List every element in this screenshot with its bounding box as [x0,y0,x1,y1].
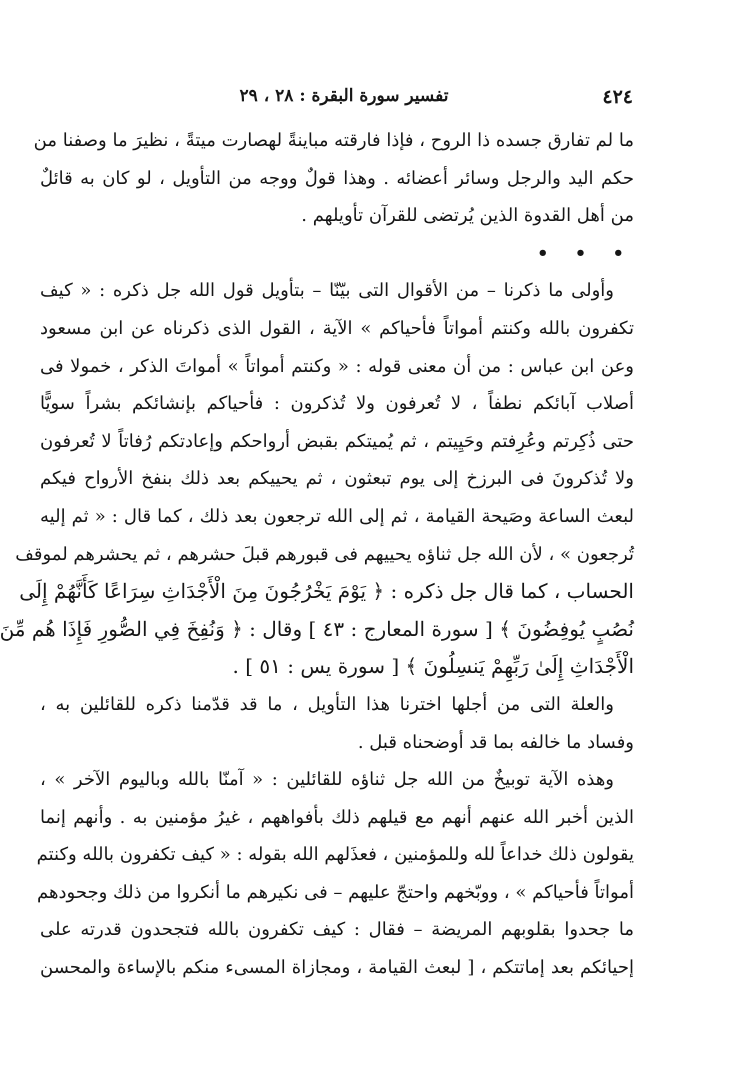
running-head: تفسير سورة البقرة : ٢٨ ، ٢٩ [239,86,449,106]
quran-verse-line: الْأَجْدَاثِ إِلَىٰ رَبِّهِمْ يَنسِلُونَ ﴾ [ سورة يس : ٥١ ] . [232,654,634,679]
text-line: أصلاب آبائكم نطفاً ، لا تُعرفون ولا تُذكرون : فأحياكم بإنشائكم بشراً سويًّا [40,393,634,415]
quran-verse-line: نُصُبٍ يُوفِضُونَ ﴾ [ سورة المعارج : ٤٣ ] وقال : ﴿ وَنُفِخَ فِي الصُّورِ فَإِذَا هُم مِّنَ [0,616,634,641]
page-number: ٤٢٤ [602,86,633,108]
text-line: الذين أخبر الله عنهم أنهم مع قيلهم ذلك بأفواههم ، غيرُ مؤمنين به . وأنهم إنما [40,806,634,828]
text-line: ما لم تفارق جسده ذا الروح ، فإذا فارقته مباينةً لهصارت ميتةً ، نظيرَ ما وصفنا من [33,130,634,151]
text-line: أمواتاً فأحياكم » ، ووبّخهم واحتجّ عليهم – فى نكيرهم ما أنكروا من ذلك وجحودهم [37,881,634,903]
text-line: وهذه الآية توبيخٌ من الله جل ثناؤه للقائلين : « آمنّا بالله وباليوم الآخر » ، [40,769,614,791]
text-line: حتى ذُكِرتم وعُرِفتم وحَيِيتم ، ثم يُميتكم بقبض أرواحكم وإعادتكم رُفاتاً لا تُعرفون [40,430,634,452]
text-line: حكم اليد والرجل وسائر أعضائه . وهذا قولٌ ووجه من التأويل ، لو كان به قائلٌ [40,167,634,189]
text-line: تكفرون بالله وكنتم أمواتاً فأحياكم » الآية ، القول الذى ذكرناه عن ابن مسعود [40,317,634,339]
text-line: وعن ابن عباس : من أن معنى قوله : « وكنتم أمواتاً » أمواتَ الذكر ، خمولا فى [40,355,634,377]
quran-verse-line: الحساب ، كما قال جل ذكره : ﴿ يَوْمَ يَخْرُجُونَ مِنَ الْأَجْدَاثِ سِرَاعًا كَأَنَّهُمْ إِلَى [19,579,634,604]
page-header [55,84,633,114]
text-line: ما جحدوا بقلوبهم المريضة – فقال : كيف تكفرون بالله فتجحدون قدرته على [40,919,634,941]
text-line: والعلة التى من أجلها اخترنا هذا التأويل ، ما قد قدّمنا ذكره للقائلين به ، [40,693,614,715]
text-line: إحيائكم بعد إماتتكم ، [ لبعث القيامة ، ومجازاة المسىء منكم بالإساءة والمحسن [40,957,634,979]
section-separator: • • • [536,242,634,264]
text-line: وفساد ما خالفه بما قد أوضحناه قبل . [357,731,634,753]
text-line: ولا تُذكرونَ فى البرزخ إلى يوم تبعثون ، ثم يحييكم بعد ذلك بنفخ الأرواح فيكم [40,468,634,490]
text-line: لبعث الساعة وصَيحة القيامة ، ثم إلى الله ترجعون بعد ذلك ، كما قال : « ثم إليه [40,505,634,527]
text-line: وأولى ما ذكرنا – من الأقوال التى بيّنّا – بتأويل قول الله جل ذكره : « كيف [40,280,614,302]
text-line: من أهل القدوة الذين يُرتضى للقرآن تأويلهم . [301,205,634,227]
text-line: تُرجعون » ، لأن الله جل ثناؤه يحييهم فى قبورهم قبلَ حشرهم ، ثم يحشرهم لموقف [15,543,634,565]
text-line: يقولون ذلك خداعاً لله وللمؤمنين ، فعذَلهم الله بقوله : « كيف تكفرون بالله وكنتم [36,844,634,866]
body-text [0,122,634,987]
